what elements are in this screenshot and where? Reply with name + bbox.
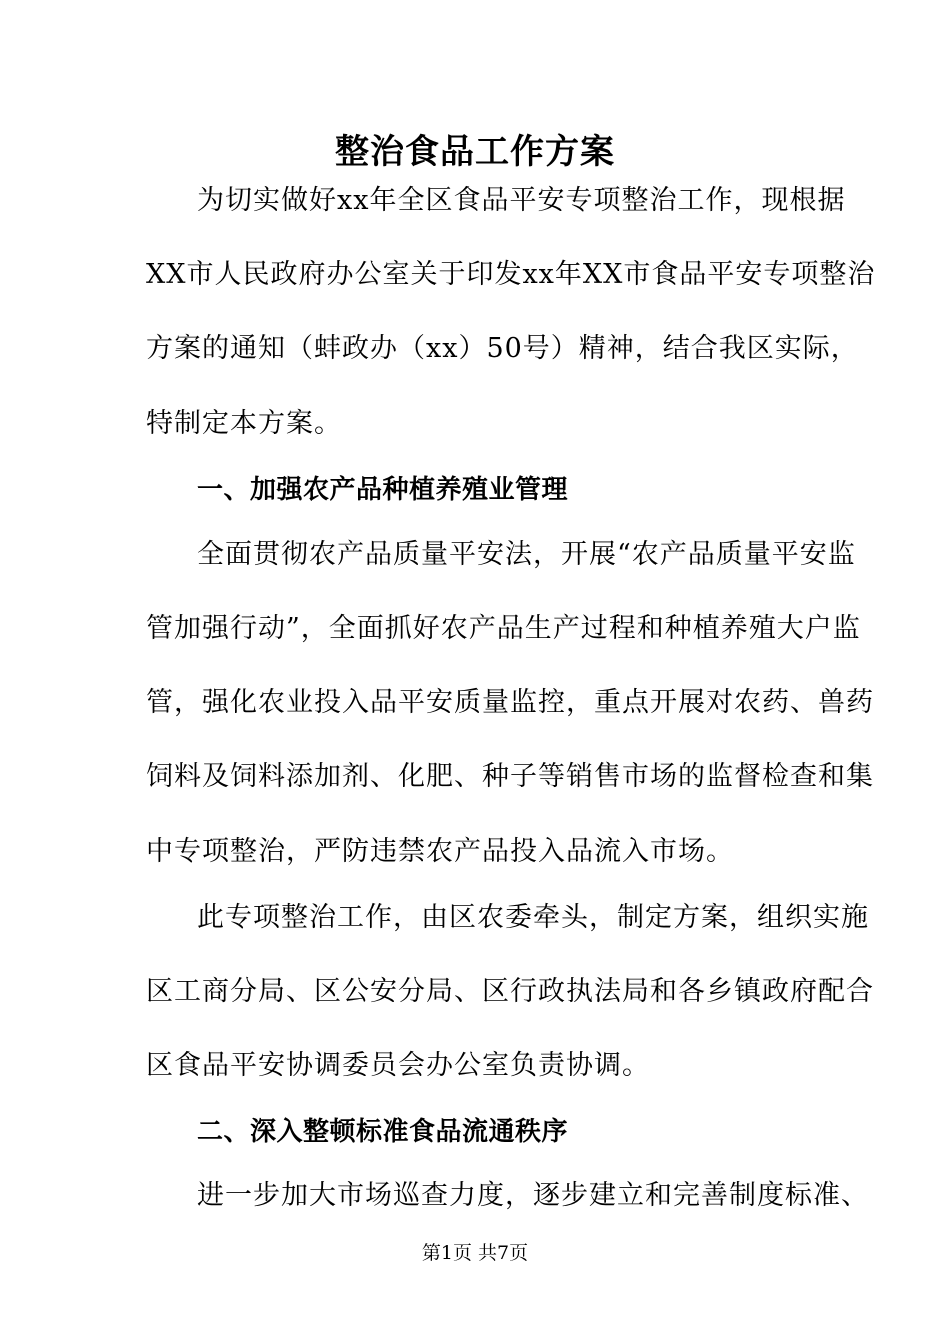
page-number-footer: 第1页 共7页 <box>421 1242 529 1264</box>
paragraph-line: 特制定本方案。 <box>146 408 342 439</box>
paragraph-line: 区食品平安协调委员会办公室负责协调。 <box>146 1050 650 1081</box>
paragraph-line: 此专项整治工作，由区农委牵头，制定方案，组织实施 <box>197 902 869 933</box>
paragraph-line: 饲料及饲料添加剂、化肥、种子等销售市场的监督检查和集 <box>146 761 874 792</box>
document-title: 整治食品工作方案 <box>335 132 615 172</box>
paragraph-line: 全面贯彻农产品质量平安法，开展“农产品质量平安监 <box>197 539 856 570</box>
section-heading: 二、深入整顿标准食品流通秩序 <box>197 1117 569 1147</box>
paragraph-line: 为切实做好xx年全区食品平安专项整治工作，现根据 <box>197 185 846 216</box>
paragraph-line: 中专项整治，严防违禁农产品投入品流入市场。 <box>146 836 734 867</box>
paragraph-line: XX市人民政府办公室关于印发xx年XX市食品平安专项整治 <box>146 259 876 290</box>
paragraph-line: 区工商分局、区公安分局、区行政执法局和各乡镇政府配合 <box>146 976 874 1007</box>
paragraph-line: 管加强行动”，全面抓好农产品生产过程和种植养殖大户监 <box>146 613 861 644</box>
paragraph-line: 进一步加大市场巡查力度，逐步建立和完善制度标准、 <box>197 1180 869 1211</box>
paragraph-line: 方案的通知（蚌政办（xx）50号）精神，结合我区实际， <box>146 333 859 364</box>
section-heading: 一、加强农产品种植养殖业管理 <box>197 475 569 505</box>
paragraph-line: 管，强化农业投入品平安质量监控，重点开展对农药、兽药 <box>146 687 874 718</box>
